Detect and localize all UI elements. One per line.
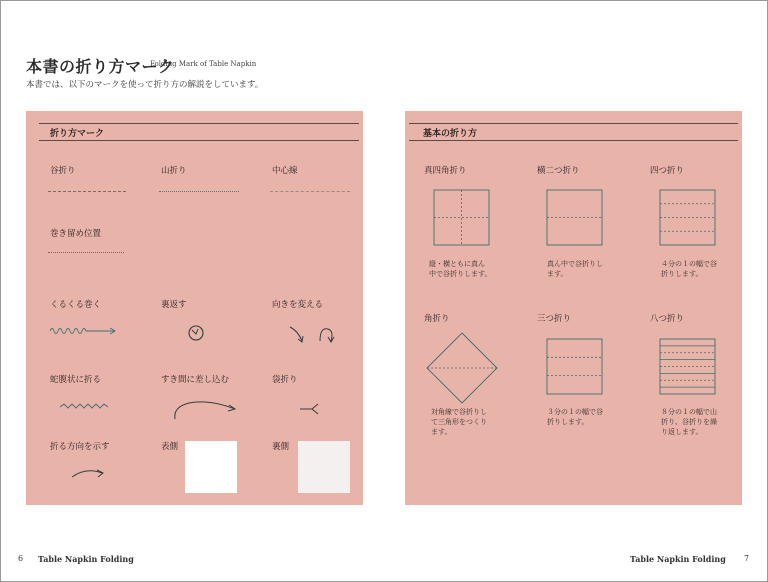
- back-side-swatch: [298, 441, 350, 493]
- fold-desc-square: 縦・横ともに真ん 中で谷折りします。: [429, 260, 492, 278]
- mark-label-accordion: 蛇腹状に折る: [50, 375, 102, 385]
- divider: [409, 140, 738, 141]
- corner-fold-diagram: [425, 331, 499, 405]
- mark-label-roll-up: くるくる巻く: [50, 300, 102, 310]
- panel-title: 基本の折り方: [423, 129, 478, 139]
- divider: [39, 140, 359, 141]
- mark-label-fold-direction: 折る方向を示す: [50, 442, 110, 452]
- fold-label-square: 真四角折り: [424, 166, 467, 176]
- flip-over-icon: [186, 323, 206, 343]
- basic-folds-panel: [405, 111, 742, 505]
- mark-label-rotate: 向きを変える: [272, 300, 324, 310]
- fold-label-quarter: 四つ折り: [650, 166, 685, 176]
- half-fold-diagram: [546, 189, 604, 247]
- mark-label-roll-stop: 巻き留め位置: [50, 229, 102, 239]
- right-page-number: 7: [744, 554, 750, 563]
- insert-gap-arrow-icon: [171, 397, 241, 423]
- mark-label-front-side: 表側: [161, 442, 179, 452]
- roll-stop-line-icon: [48, 252, 124, 253]
- mark-label-mountain-fold: 山折り: [161, 166, 187, 176]
- eighth-fold-diagram: [659, 338, 717, 396]
- fold-desc-corner: 対角線で谷折りし て三角形をつくり ます。: [431, 408, 487, 436]
- mark-label-center-line: 中心線: [272, 166, 298, 176]
- fold-desc-eighth: ８分の１の幅で山 折り、谷折りを繰 り返します。: [661, 408, 717, 436]
- accordion-fold-icon: [58, 401, 110, 411]
- fold-desc-trifold: ３分の１の幅で谷 折りします。: [547, 408, 603, 426]
- left-page-number: 6: [18, 554, 24, 563]
- center-line-icon: [270, 191, 350, 192]
- mark-label-insert: すき間に差し込む: [161, 375, 230, 385]
- fold-desc-half: 真ん中で谷折りし ます。: [547, 260, 603, 278]
- fold-label-half: 横二つ折り: [537, 166, 580, 176]
- page-title: 本書の折り方マーク: [26, 57, 175, 76]
- page-subtitle: Folding Mark of Table Napkin: [150, 60, 257, 68]
- panel-title: 折り方マーク: [50, 129, 105, 139]
- quarter-fold-diagram: [659, 189, 717, 247]
- pocket-fold-icon: [298, 401, 322, 417]
- front-side-swatch: [185, 441, 237, 493]
- mark-label-pocket-fold: 袋折り: [272, 375, 298, 385]
- mountain-fold-line-icon: [159, 191, 239, 192]
- folding-marks-panel: [26, 111, 363, 505]
- fold-desc-quarter: ４分の１の幅で谷 折りします。: [661, 260, 717, 278]
- mark-label-flip-over: 裏返す: [161, 300, 187, 310]
- fold-direction-arrow-icon: [70, 465, 110, 479]
- roll-up-arrow-icon: [48, 323, 118, 339]
- fold-label-trifold: 三つ折り: [537, 314, 572, 324]
- divider: [409, 123, 738, 124]
- right-running-footer: Table Napkin Folding: [630, 554, 726, 564]
- square-fold-diagram: [433, 189, 491, 247]
- fold-label-corner: 角折り: [424, 314, 450, 324]
- mark-label-valley-fold: 谷折り: [50, 166, 76, 176]
- valley-fold-line-icon: [48, 191, 126, 192]
- rotate-direction-icon: [288, 323, 338, 345]
- divider: [39, 123, 359, 124]
- mark-label-back-side: 裏側: [272, 442, 290, 452]
- trifold-diagram: [546, 338, 604, 396]
- left-running-footer: Table Napkin Folding: [38, 554, 134, 564]
- fold-label-eighth: 八つ折り: [650, 314, 685, 324]
- intro-text: 本書では、以下のマークを使って折り方の解説をしています。: [26, 80, 264, 90]
